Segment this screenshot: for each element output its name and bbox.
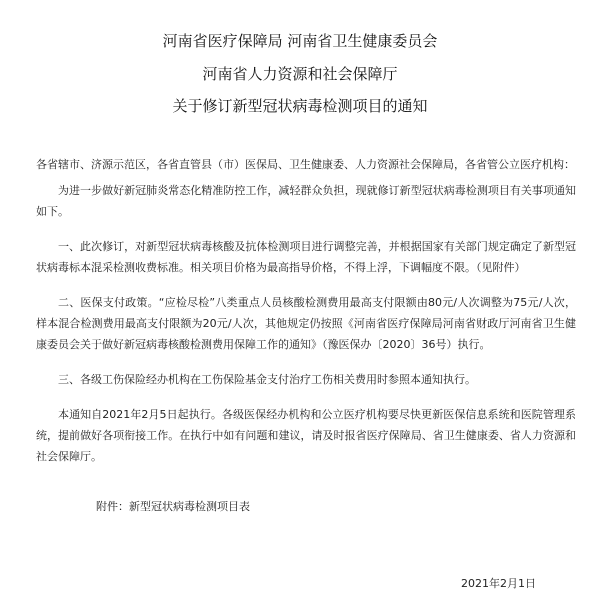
paragraph-effective-date: 本通知自2021年2月5日起执行。各级医保经办机构和公立医疗机构要尽快更新医保信息系统和医院管理系统，提前做好各项衔接工作。在执行中如有问题和建议，请及时报省医疗保障局、省卫生健康委、省人力资源和社会保障厅。	[36, 408, 576, 463]
paragraph-item-1: 一、此次修订，对新型冠状病毒核酸及抗体检测项目进行调整完善，并根据国家有关部门规定确定了新型冠状病毒标本混采检测收费标准。相关项目价格为最高指导价格，不得上浮，下调幅度不限。（见附件）	[36, 240, 576, 274]
salutation: 各省辖市、济源示范区，各省直管县（市）医保局、卫生健康委、人力资源社会保障局，各省管公立医疗机构：	[36, 158, 575, 171]
issuer-title-line-1: 河南省医疗保障局 河南省卫生健康委员会	[162, 32, 438, 50]
issuer-title-line-2: 河南省人力资源和社会保障厅	[202, 65, 398, 83]
paragraph-item-3: 三、各级工伤保险经办机构在工伤保险基金支付治疗工伤相关费用时参照本通知执行。	[58, 373, 476, 386]
issue-date: 2021年2月1日	[461, 577, 536, 590]
paragraph-intro: 为进一步做好新冠肺炎常态化精准防控工作，减轻群众负担，现就修订新型冠状病毒检测项目有关事项通知如下。	[36, 184, 576, 218]
paragraph-item-2: 二、医保支付政策。“应检尽检”八类重点人员核酸检测费用最高支付限额由80元/人次调整为75元/人次，样本混合检测费用最高支付限额为20元/人次，其他规定仍按照《河南省医疗保障局河南省财政厅河南省卫生健康委员会关于做好新冠病毒核酸检测费用保障工作的通知》（豫医保办〔2020〕36号）执行。	[36, 296, 576, 351]
notice-body	[36, 154, 576, 467]
notice-title: 关于修订新型冠状病毒检测项目的通知	[172, 97, 428, 115]
attachment-line: 附件：新型冠状病毒检测项目表	[96, 500, 250, 513]
